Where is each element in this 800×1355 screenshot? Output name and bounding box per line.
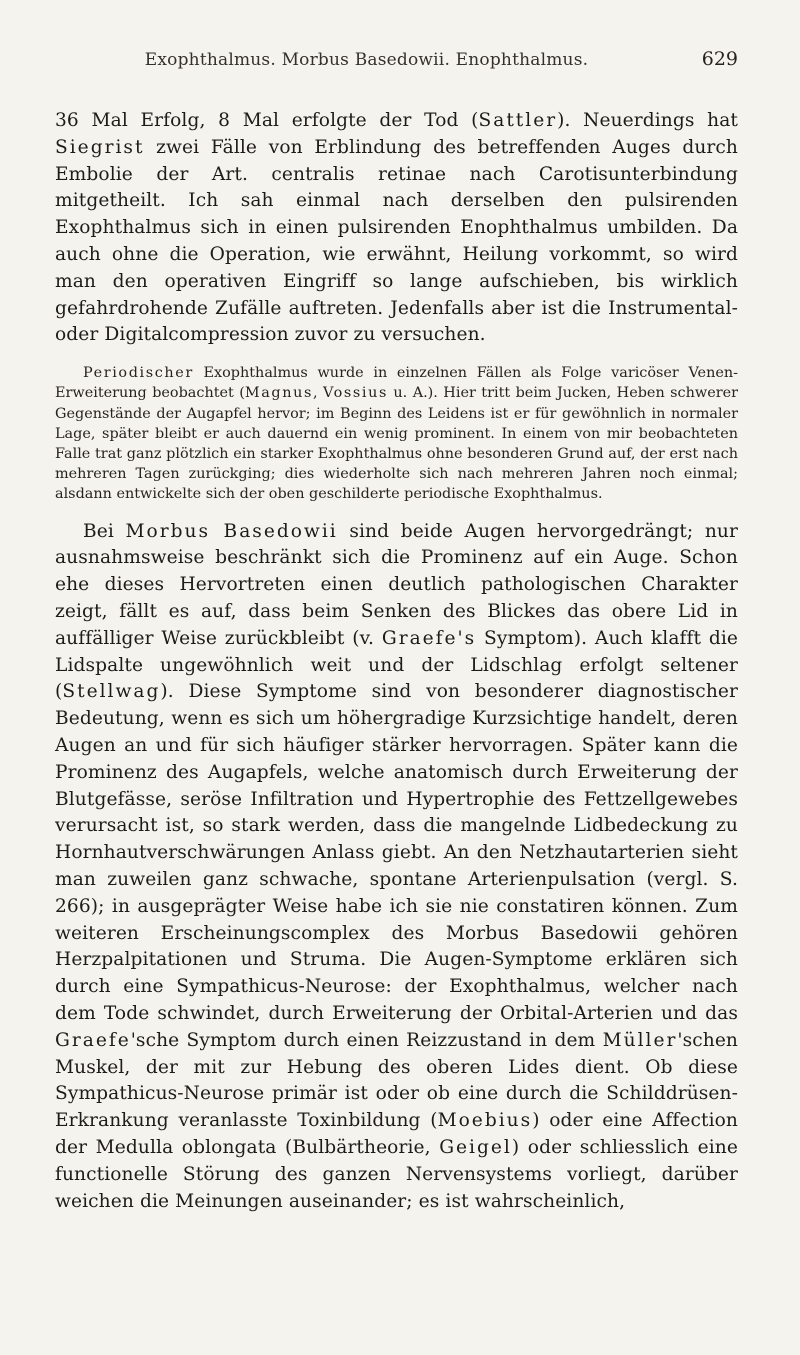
term-emphasis: Periodischer: [83, 365, 194, 382]
author-name: Geigel: [439, 1136, 512, 1158]
paragraph-morbus-basedowii: [55, 519, 738, 1216]
text-run: Bei: [83, 520, 126, 542]
text-run: ) oder schliesslich eine functionelle Störung des ganzen Nervensystems vorliegt, darüber weichen die Meinungen auseinander; es ist wahrscheinlich,: [55, 1136, 738, 1212]
author-name: Graefe's: [381, 627, 477, 649]
text-run: ). Neuerdings hat: [557, 110, 738, 131]
page-number: 629: [701, 48, 738, 70]
author-name: Magnus: [244, 385, 313, 402]
text-run: sind beide Augen hervorgedrängt; nur ausnahmsweise beschränkt sich die Prominenz auf ein Auge. Schon ehe dieses Hervortreten einen deutlich pathologischen Charakter zeigt, fällt es auf, dass beim Senken des Blickes das obere Lid in auffälliger Weise zurückbleibt (v.: [55, 520, 738, 649]
author-name: Moebius: [437, 1110, 533, 1132]
book-page: [0, 50, 800, 1355]
text-run: zwei Fälle von Erblindung des betreffenden Auges durch Embolie der Art. centralis retinae nach Carotisunterbindung mitgetheilt. Ich sah einmal nach derselben den pulsirenden Exophthalmus sich in einen pulsirenden Enophthalmus umbilden. Da auch ohne die Operation, wie erwähnt, Heilung vorkommt, so wird man den operativen Eingriff so lange aufschieben, bis wirklich gefahrdrohende Zufälle auftreten. Jedenfalls aber ist die Instrumental- oder Digitalcompression zuvor zu versuchen.: [55, 136, 738, 346]
text-run: 36 Mal Erfolg, 8 Mal erfolgte der Tod (: [55, 110, 479, 131]
author-name: Sattler: [478, 110, 558, 131]
text-run: Symptom). Auch klafft die Lidspalte ungewöhnlich weit und der Lidschlag erfolgt seltener (: [55, 627, 738, 703]
text-run: 'sche Symptom durch einen Reizzustand in dem: [130, 1029, 603, 1051]
text-run: u. A.). Hier tritt beim Jucken, Heben schwerer Gegenstände der Augapfel hervor; im Beginn des Leidens ist er für gewöhnlich in normaler Lage, später bleibt er auch dauernd ein wenig prominent. In einem von mir beobachteten Falle trat ganz plötzlich ein starker Exophthalmus ohne besonderen Grund auf, der erst nach mehreren Tagen zurückging; dies wiederholte sich nach mehreren Jahren noch einmal; alsdann entwickelte sich der oben geschilderte periodische Exophthalmus.: [55, 385, 738, 503]
author-name: Stellwag: [62, 681, 161, 703]
text-run: Exophthalmus wurde in einzelnen Fällen als Folge varicöser Venen-Erweiterung beobachtet (: [55, 365, 738, 402]
paragraph-operative-treatment: [55, 108, 738, 349]
text-run: ). Diese Symptome sind von besonderer diagnostischer Bedeutung, wenn es sich um höhergradige Kurzsichtige handelt, deren Augen an und für sich häufiger stärker hervorragen. Später kann die Prominenz des Augapfels, welche anatomisch durch Erweiterung der Blutgefässe, seröse Infiltration und Hypertrophie des Fettzellgewebes verursacht ist, so stark werden, dass die mangelnde Lidbedeckung zu Hornhautverschwärungen Anlass giebt. An den Netzhautarterien sieht man zuweilen ganz schwache, spontane Arterienpulsation (vergl. S. 266); in ausgeprägter Weise habe ich sie nie constatiren können. Zum weiteren Erscheinungscomplex des Morbus Basedowii gehören Herzpalpitationen und Struma. Die Augen-Symptome erklären sich durch eine Sympathicus-Neurose: der Exophthalmus, welcher nach dem Tode schwindet, durch Erweiterung der Orbital-Arterien und das: [55, 681, 738, 1024]
term-emphasis: Morbus Basedowii: [125, 520, 338, 542]
paragraph-periodic-exophthalmus: [55, 363, 738, 504]
author-name: Graefe: [55, 1029, 131, 1051]
running-title: Exophthalmus. Morbus Basedowii. Enophthalmus.: [144, 50, 589, 70]
text-run: 'schen Muskel, der mit zur Hebung des oberen Lides dient. Ob diese Sympathicus-Neurose primär ist oder ob eine durch die Schilddrüsen-Erkrankung veranlasste Toxinbildung (: [55, 1029, 738, 1132]
text-run: ,: [312, 385, 323, 402]
author-name: Siegrist: [55, 136, 145, 158]
author-name: Vossius: [322, 385, 388, 402]
page-header: [55, 50, 738, 78]
author-name: Müller: [602, 1029, 678, 1051]
text-run: ) oder eine Affection der Medulla oblongata (Bulbärtheorie,: [55, 1110, 738, 1158]
